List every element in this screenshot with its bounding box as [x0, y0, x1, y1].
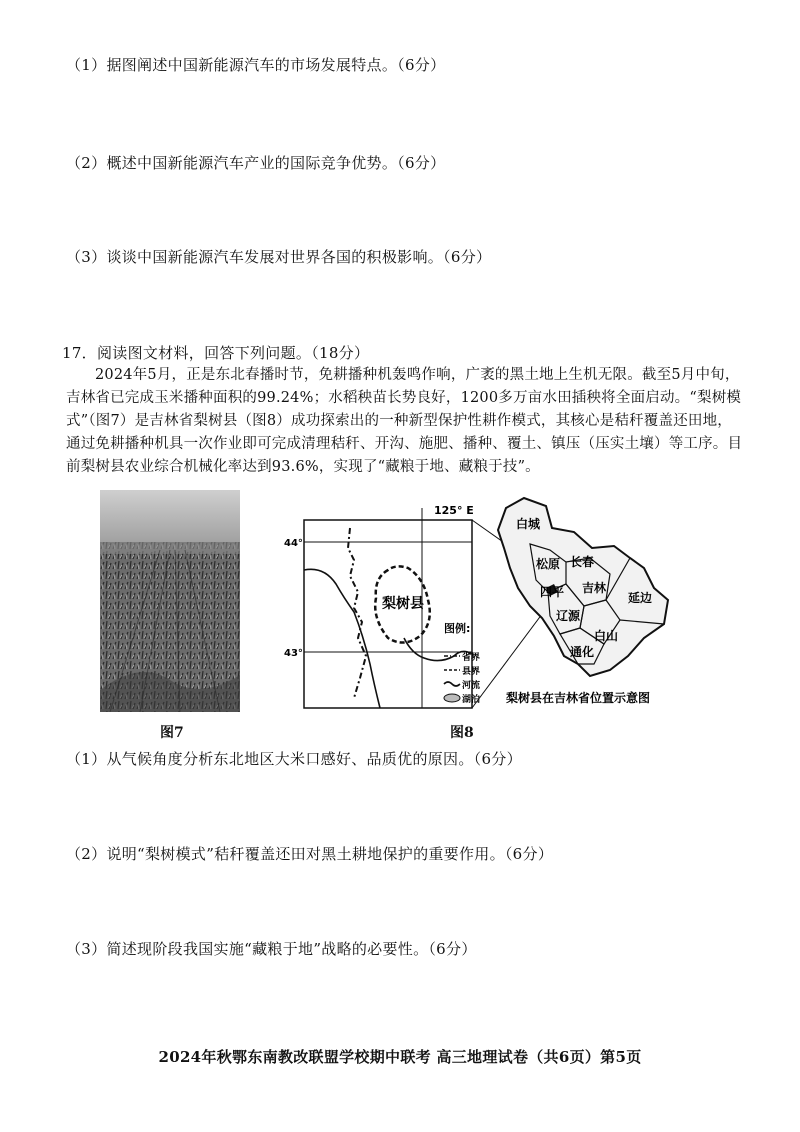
city-jilin: 吉林 — [582, 581, 607, 595]
city-yanbian: 延边 — [628, 591, 653, 605]
question-17-passage — [66, 364, 746, 479]
city-siping: 四平 — [540, 585, 565, 599]
inset-caption: 梨树县在吉林省位置示意图 — [506, 691, 651, 705]
legend-title: 图例: — [444, 622, 471, 635]
city-liaoyuan: 辽源 — [556, 609, 581, 623]
map-lon-label: 125° E — [434, 504, 474, 517]
city-tonghua: 通化 — [570, 645, 595, 659]
map-lat-bottom: 43° — [284, 648, 303, 659]
question-17-2: （2）说明“梨树模式”秸秆覆盖还田对黑土耕地保护的重要作用。（6分） — [66, 845, 554, 863]
map-lat-top: 44° — [284, 538, 303, 549]
question-16-3: （3）谈谈中国新能源汽车发展对世界各国的积极影响。（6分） — [66, 248, 492, 266]
question-16-2: （2）概述中国新能源汽车产业的国际竞争优势。（6分） — [66, 154, 446, 172]
city-baicheng: 白城 — [516, 517, 541, 531]
figure-7-photo — [100, 490, 240, 712]
question-17-3: （3）简述现阶段我国实施“藏粮于地”战略的必要性。（6分） — [66, 940, 477, 958]
question-17-1: （1）从气候角度分析东北地区大米口感好、品质优的原因。（6分） — [66, 750, 522, 768]
legend-item-lake: 湖泊 — [462, 695, 481, 705]
question-16-1: （1）据图阐述中国新能源汽车的市场发展特点。（6分） — [66, 56, 446, 74]
page-footer: 2024年秋鄂东南教改联盟学校期中联考 高三地理试卷（共6页）第5页 — [158, 1048, 642, 1066]
map-county-label: 梨树县 — [382, 596, 424, 612]
figure-8-caption: 图8 — [450, 725, 474, 741]
city-songyuan: 松原 — [536, 557, 561, 571]
legend-item-province: 省界 — [462, 653, 481, 663]
city-baishan: 白山 — [594, 629, 619, 643]
question-17-title: 17．阅读图文材料，回答下列问题。（18分） — [62, 344, 370, 362]
legend-item-county: 县界 — [462, 667, 481, 677]
legend-item-river: 河流 — [462, 681, 481, 691]
city-changchun: 长春 — [570, 555, 595, 569]
figure-7-caption: 图7 — [160, 725, 184, 741]
figure-8-map — [284, 488, 674, 718]
passage-text: 2024年5月，正是东北春播时节，免耕播种机轰鸣作响，广袤的黑土地上生机无限。截至5月中旬，吉林省已完成玉米播种面积的99.24%；水稻秧苗长势良好，1200多万亩水田插秧将全面启动。“梨树模式”（图7）是吉林省梨树县（图8）成功探索出的一种新型保护性耕作模式，其核心是秸秆覆盖还田地，通过免耕播种机具一次作业即可完成清理秸秆、开沟、施肥、播种、覆土、镇压（压实土壤）等工序。目前梨树县农业综合机械化率达到93.6%，实现了“藏粮于地、藏粮于技”。 — [66, 367, 743, 475]
